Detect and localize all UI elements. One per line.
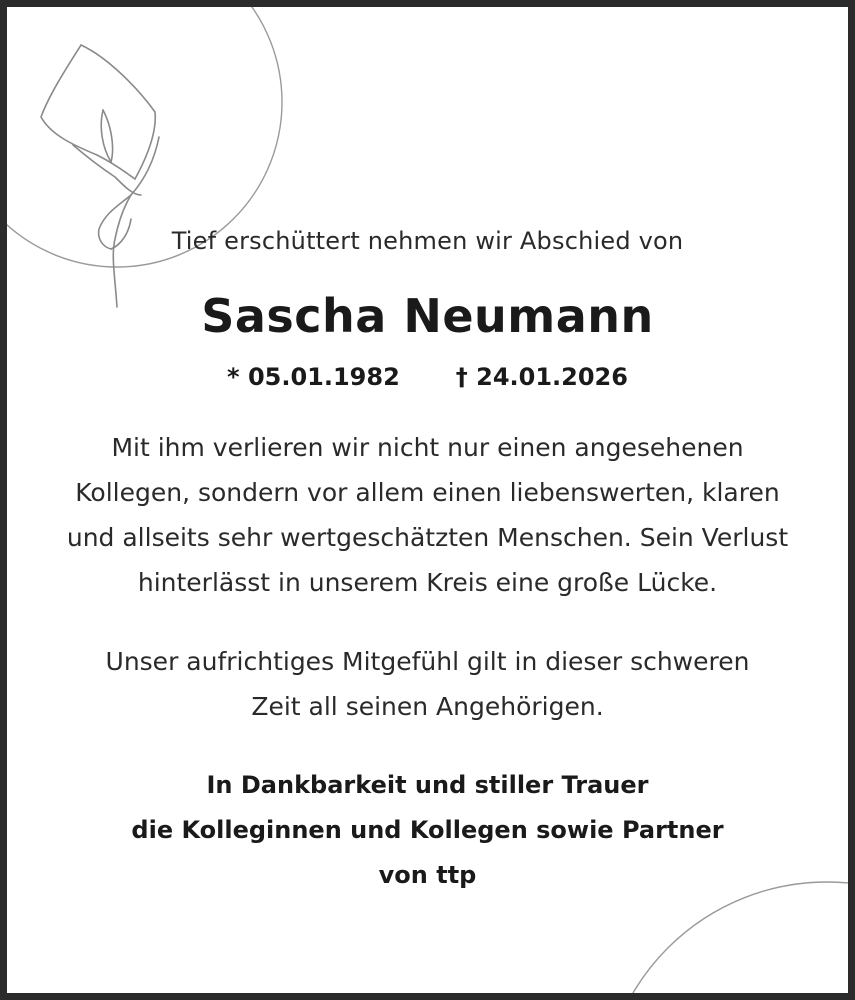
condolence-paragraph-1 [27, 425, 828, 605]
signature-line: von ttp [378, 861, 477, 889]
paragraph-line: und allseits sehr wertgeschätzten Menschen. Sein Verlust [66, 523, 789, 552]
deceased-name: Sascha Neumann [201, 289, 654, 343]
death-date: † 24.01.2026 [455, 363, 628, 391]
paragraph-line: Unser aufrichtiges Mitgefühl gilt in dieser schweren [105, 647, 750, 676]
paragraph-line: Zeit all seinen Angehörigen. [251, 692, 604, 721]
intro-text: Tief erschüttert nehmen wir Abschied von [171, 227, 684, 255]
birth-date: * 05.01.1982 [227, 363, 400, 391]
condolence-paragraph-2 [27, 639, 828, 729]
signature-line: die Kolleginnen und Kollegen sowie Partner [131, 816, 724, 844]
calla-lily-icon [41, 45, 159, 307]
decorative-circle-bottom-right [602, 882, 855, 1000]
paragraph-line: Kollegen, sondern vor allem einen liebenswerten, klaren [75, 478, 780, 507]
life-dates [7, 363, 848, 391]
paragraph-line: hinterlässt in unserem Kreis eine große Lücke. [137, 568, 718, 597]
signature-block [7, 763, 848, 898]
paragraph-line: Mit ihm verlieren wir nicht nur einen angesehenen [111, 433, 744, 462]
signature-line: In Dankbarkeit und stiller Trauer [206, 771, 649, 799]
